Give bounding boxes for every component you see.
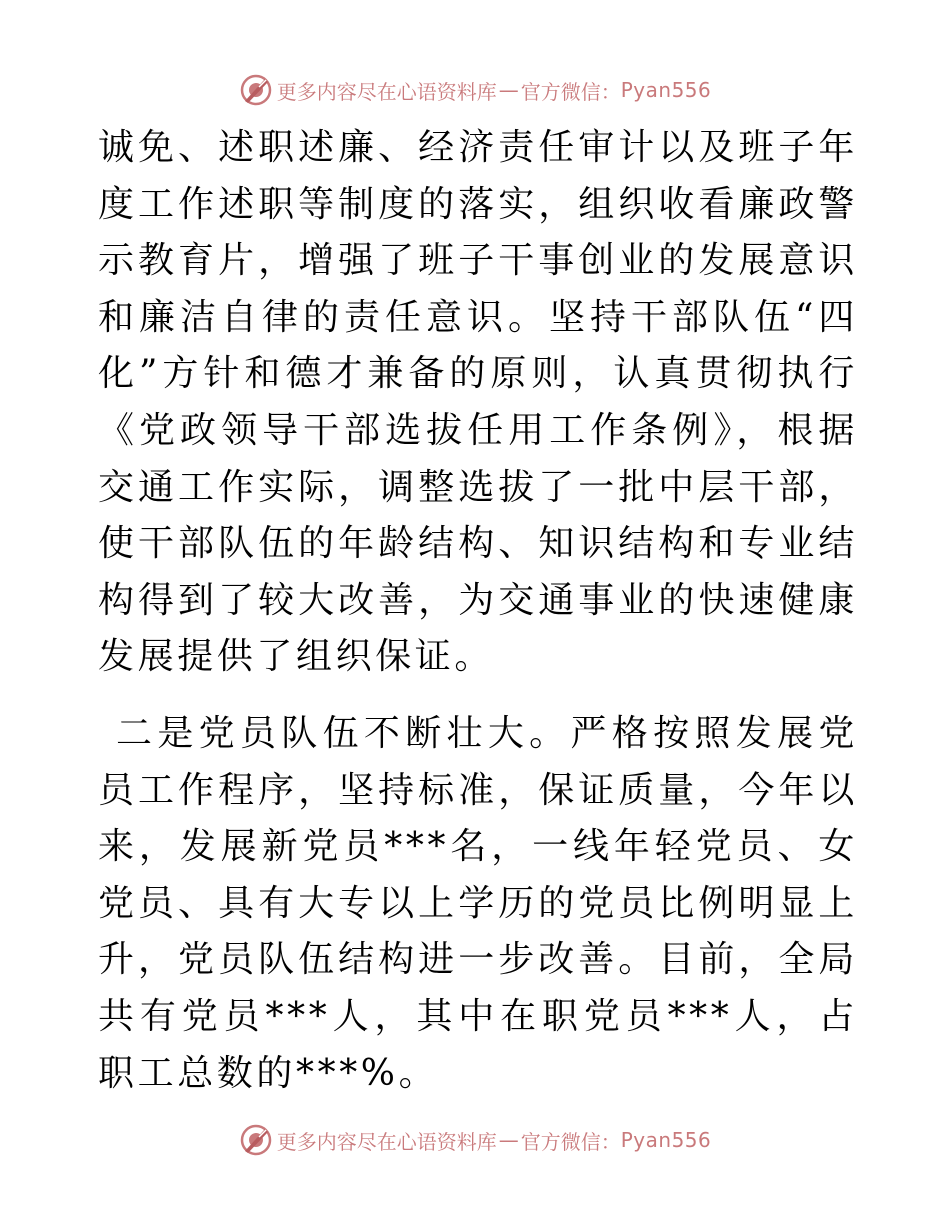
header-watermark [0,70,950,110]
paragraph-1: 诚免、述职述廉、经济责任审计以及班子年度工作述职等制度的落实，组织收看廉政警示教育片，增强了班子干事创业的发展意识和廉洁自律的责任意识。坚持干部队伍“四化”方针和德才兼备的原则，认真贯彻执行《党政领导干部选拔任用工作条例》，根据交通工作实际，调整选拔了一批中层干部，使干部队伍的年龄结构、知识结构和专业结构得到了较大改善，为交通事业的快速健康发展提供了组织保证。 [98,127,858,678]
paragraph-2: 二是党员队伍不断壮大。严格按照发展党员工作程序，坚持标准，保证质量，今年以来，发展新党员***名，一线年轻党员、女党员、具有大专以上学历的党员比例明显上升，党员队伍结构进一步改善。目前，全局共有党员***人，其中在职党员***人，占职工总数的***%。 [98,712,858,1094]
watermark-wechat-label: 官方微信： [520,79,621,104]
watermark-text: 更多内容尽在心语资料库 [276,79,497,104]
watermark-wechat-id: Pyan556 [620,78,712,102]
watermark-wechat-label: 官方微信： [520,1129,621,1154]
watermark-text: 更多内容尽在心语资料库 [276,1129,497,1154]
watermark-wechat-id: Pyan556 [620,1128,712,1152]
watermark-separator: — [498,1128,519,1152]
watermark-separator: — [498,78,519,102]
document-body [98,120,858,1102]
quill-logo-icon [239,73,273,107]
quill-logo-icon [239,1123,273,1157]
footer-watermark [0,1120,950,1160]
